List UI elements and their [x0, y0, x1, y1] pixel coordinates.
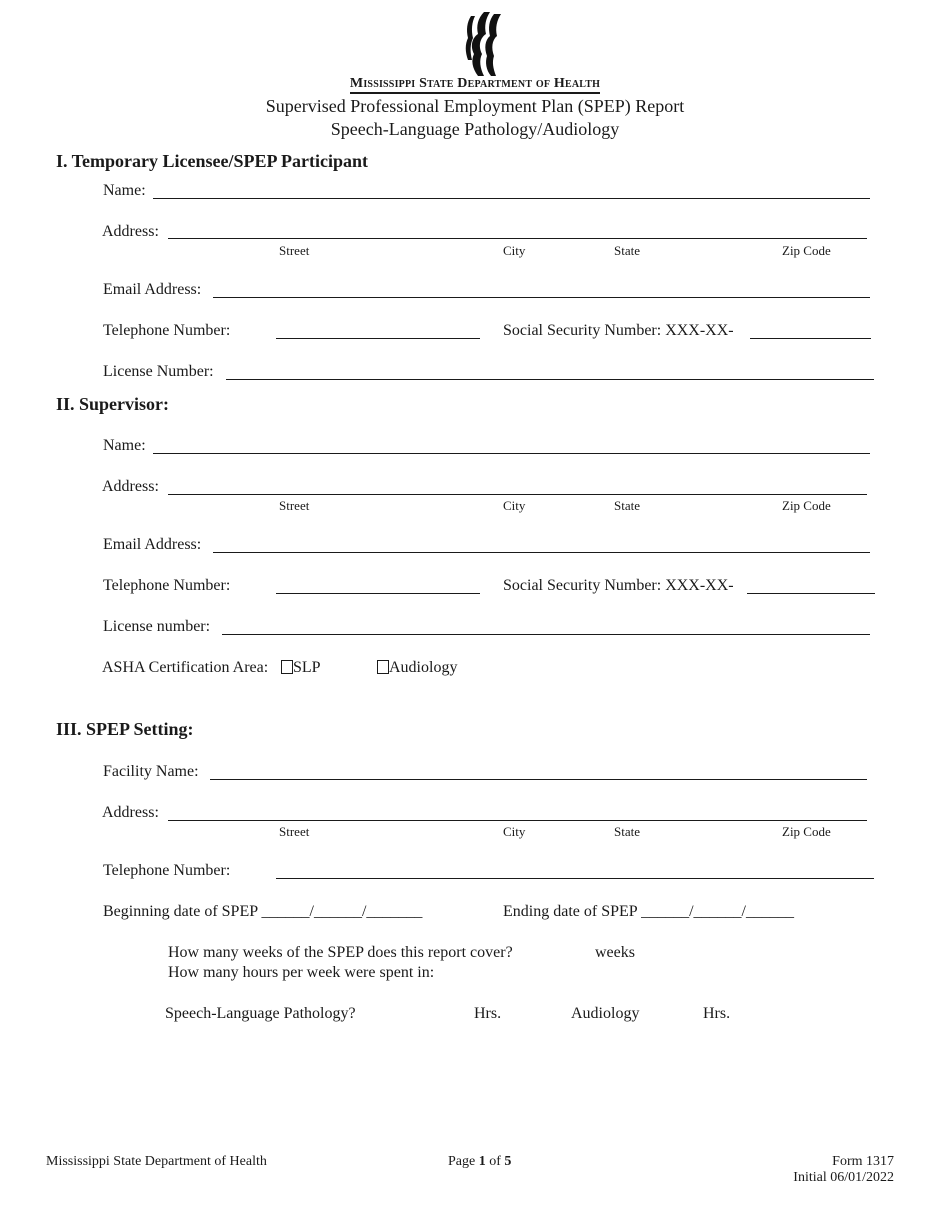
page-total: 5 — [504, 1154, 512, 1169]
s1-email-label: Email Address: — [103, 281, 202, 298]
agency-logo — [462, 10, 510, 78]
s1-city-sublabel: City — [503, 243, 526, 258]
s2-zip-sublabel: Zip Code — [782, 498, 831, 513]
s1-phone-label: Telephone Number: — [103, 322, 231, 339]
s2-license-label: License number: — [103, 618, 211, 635]
s1-email-field[interactable] — [213, 297, 870, 298]
s2-ssn-field[interactable] — [747, 593, 875, 594]
s2-name-field[interactable] — [153, 453, 870, 454]
page-mid: of — [485, 1154, 505, 1169]
section2-heading: II. Supervisor: — [56, 394, 170, 414]
s3-facility-label: Facility Name: — [103, 763, 199, 780]
s1-zip-sublabel: Zip Code — [782, 243, 831, 258]
hours-question: How many hours per week were spent in: — [168, 964, 435, 981]
s1-ssn-field[interactable] — [750, 338, 871, 339]
s1-state-sublabel: State — [614, 243, 640, 258]
agency-name: Mississippi State Department of Health — [0, 76, 950, 92]
s2-phone-field[interactable] — [276, 593, 480, 594]
s2-ssn-label: Social Security Number: XXX-XX- — [503, 577, 734, 594]
weeks-unit: weeks — [595, 944, 635, 961]
s1-address-label: Address: — [102, 223, 159, 240]
s2-phone-label: Telephone Number: — [103, 577, 231, 594]
report-title: Supervised Professional Employment Plan (SPEP) Report — [265, 96, 685, 116]
audiology-hours-label: Audiology — [571, 1005, 640, 1022]
s2-name-label: Name: — [103, 437, 146, 454]
weeks-question: How many weeks of the SPEP does this report cover? — [168, 944, 513, 961]
slp-checkbox[interactable] — [281, 660, 293, 674]
s2-address-field[interactable] — [168, 494, 867, 495]
s3-phone-field[interactable] — [276, 878, 874, 879]
s2-license-field[interactable] — [222, 634, 870, 635]
audiology-hrs-unit: Hrs. — [703, 1005, 731, 1022]
s3-facility-field[interactable] — [210, 779, 867, 780]
end-date-field[interactable]: Ending date of SPEP ______/______/______ — [503, 903, 794, 920]
s1-ssn-label: Social Security Number: XXX-XX- — [503, 322, 734, 339]
s3-zip-sublabel: Zip Code — [782, 824, 831, 839]
s1-address-field[interactable] — [168, 238, 867, 239]
s3-city-sublabel: City — [503, 824, 526, 839]
footer-agency: Mississippi State Department of Health — [46, 1154, 267, 1169]
audiology-checkbox[interactable] — [377, 660, 389, 674]
slp-option-label: SLP — [293, 659, 321, 676]
asha-slp-option[interactable] — [281, 659, 321, 677]
s1-license-label: License Number: — [103, 363, 214, 380]
s2-email-label: Email Address: — [103, 536, 202, 553]
form-initial-date: Initial 06/01/2022 — [793, 1170, 894, 1185]
asha-certification-label: ASHA Certification Area: — [102, 659, 269, 676]
s3-phone-label: Telephone Number: — [103, 862, 231, 879]
audiology-option-label: Audiology — [389, 659, 458, 676]
s2-street-sublabel: Street — [279, 498, 310, 513]
s1-license-field[interactable] — [226, 379, 874, 380]
s3-address-label: Address: — [102, 804, 159, 821]
form-number: Form 1317 — [832, 1154, 894, 1169]
begin-date-field[interactable]: Beginning date of SPEP ______/______/_______ — [103, 903, 423, 920]
s2-address-label: Address: — [102, 478, 159, 495]
page-current: 1 — [478, 1154, 486, 1169]
s1-street-sublabel: Street — [279, 243, 310, 258]
s3-address-field[interactable] — [168, 820, 867, 821]
s1-phone-field[interactable] — [276, 338, 480, 339]
section3-heading: III. SPEP Setting: — [56, 719, 194, 739]
report-subtitle: Speech-Language Pathology/Audiology — [330, 119, 620, 139]
s2-email-field[interactable] — [213, 552, 870, 553]
s1-name-label: Name: — [103, 182, 146, 199]
s3-state-sublabel: State — [614, 824, 640, 839]
s3-street-sublabel: Street — [279, 824, 310, 839]
page-prefix: Page — [448, 1154, 479, 1169]
asha-audiology-option[interactable] — [377, 659, 457, 677]
slp-hrs-unit: Hrs. — [474, 1005, 502, 1022]
section1-heading: I. Temporary Licensee/SPEP Participant — [56, 151, 368, 171]
slp-hours-label: Speech-Language Pathology? — [165, 1005, 356, 1022]
s2-city-sublabel: City — [503, 498, 526, 513]
s2-state-sublabel: State — [614, 498, 640, 513]
page-number — [448, 1154, 511, 1170]
s1-name-field[interactable] — [153, 198, 870, 199]
